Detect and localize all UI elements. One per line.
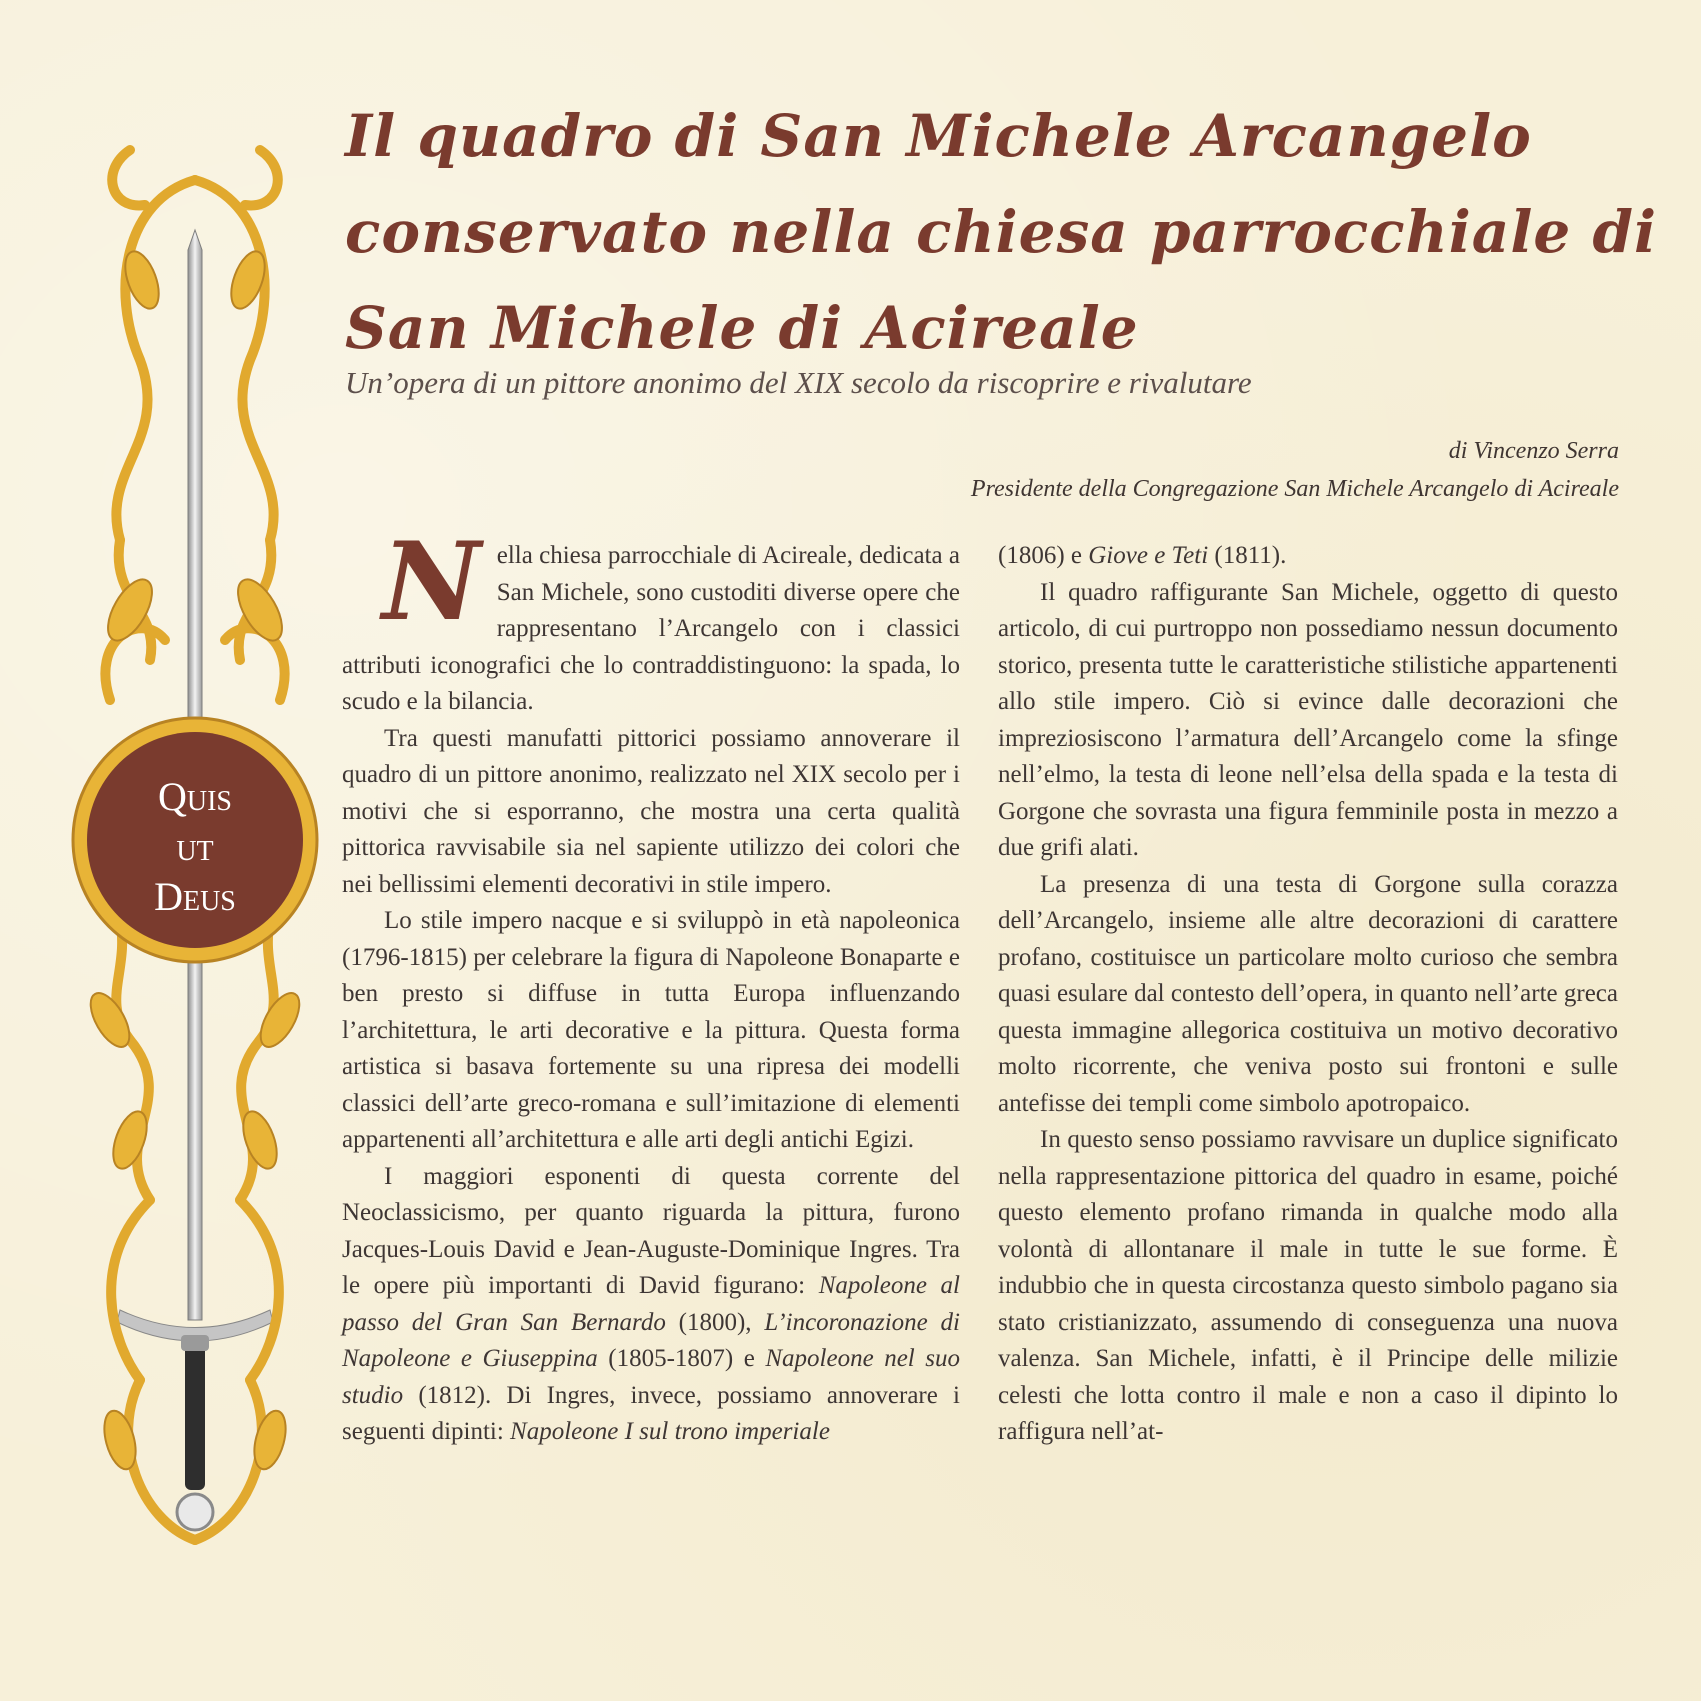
paragraph-4: I maggiori esponenti di questa corrente del Neoclassicismo, per quanto riguarda la pittura, furono Jacques-Louis David e Jean-Auguste-Dominique Ingres. Tra le opere più importanti di David figurano: Napoleone al passo del Gran San Bernardo (1800), L’incoronazione di Napoleone e Giuseppina (1805-1807) e Napoleone nel suo studio (1812). Di Ingres, invece, possiamo annoverare i seguenti dipinti: Napoleone I sul trono imperiale	[342, 1162, 960, 1445]
title-line-2: conservato nella chiesa parrocchiale di	[345, 198, 1658, 266]
motto-line-1: Quis	[157, 774, 233, 819]
drop-cap: N	[382, 519, 481, 645]
motto-line-3: Deus	[154, 874, 236, 919]
paragraph-3: Lo stile impero nacque e si sviluppò in età napoleonica (1796-1815) per celebrare la figura di Napoleone Bonaparte e ben presto si diffuse in tutta Europa influenzando l’architettura, le arti decorative e la pittura. Questa forma artistica si basava fortemente su una ripresa dei modelli classici dell’arte greco-romana e sull’imitazione di elementi appartenenti all’architettura e alle arti degli antichi Egizi.	[342, 907, 960, 1153]
paragraph-1	[342, 519, 960, 721]
work-title: Napoleone nel suo studio	[342, 1345, 960, 1409]
column-left	[342, 519, 960, 1451]
work-title: Napoleone I sul trono imperiale	[510, 1418, 830, 1445]
column-right	[998, 538, 1618, 1451]
paragraph-8: In questo senso possiamo ravvisare un duplice significato nella rappresentazione pittorica del quadro in esame, poiché questo elemento profano rimanda in qualche modo alla volontà di allontanare il male in tutte le sue forme. È indubbio che in questa circostanza questo simbolo pagano sia stato cristianizzato, assumendo di conseguenza una nuova valenza. San Michele, infatti, è il Principe delle milizie celesti che lotta contro il male e non a caso il dipinto lo raffigura nell’at-	[998, 1126, 1618, 1445]
work-title: L’incoronazione di Napoleone e Giuseppina	[342, 1308, 960, 1372]
sword-grip	[185, 1340, 205, 1490]
work-title: Napoleone al passo del Gran San Bernardo	[342, 1272, 960, 1336]
paragraph-6: Il quadro raffigurante San Michele, oggetto di questo articolo, di cui purtroppo non possediamo nessun documento storico, presenta tutte le caratteristiche stilistiche appartenenti allo stile impero. Ciò si evince dalle decorazioni che impreziosiscono l’armatura dell’Arcangelo come la sfinge nell’elmo, la testa di leone nell’elsa della spada e la testa di Gorgone che sovrasta una figura femminile posta in mezzo a due grifi alati.	[998, 578, 1618, 861]
paragraph-5: (1806) e Giove e Teti (1811).	[998, 542, 1287, 569]
paragraph-1-text: ella chiesa parrocchiale di Acireale, dedicata a San Michele, sono custoditi diverse opere che rappresentano l’Arcangelo con i classici attributi iconografici che lo contraddistinguono: la spada, lo scudo e la bilancia.	[342, 542, 960, 715]
article-subtitle: Un’opera di un pittore anonimo del XIX secolo da riscoprire e rivalutare	[345, 365, 1252, 400]
sword-pommel	[177, 1494, 213, 1530]
paragraph-2: Tra questi manufatti pittorici possiamo annoverare il quadro di un pittore anonimo, realizzato nel XIX secolo per i motivi che si esporranno, che mostra una certa qualità pittorica ravvisabile sia nel sapiente utilizzo dei colori che nei bellissimi elementi decorativi in stile impero.	[342, 724, 960, 898]
title-line-3: San Michele di Acireale	[345, 294, 1139, 362]
author-name: di Vincenzo Serra	[1448, 438, 1619, 464]
author-role: Presidente della Congregazione San Michele Arcangelo di Acireale	[970, 476, 1619, 502]
byline	[971, 432, 1619, 508]
article-title	[345, 88, 1665, 376]
paragraph-7: La presenza di una testa di Gorgone sulla corazza dell’Arcangelo, insieme alle altre decorazioni di carattere profano, costituisce un particolare molto curioso che sembra quasi esulare dal contesto dell’opera, in quanto nell’arte greca questa immagine allegorica costituiva un motivo decorativo molto ricorrente, che veniva posto sui frontoni e sulle antefisse dei templi come simbolo apotropaico.	[998, 870, 1618, 1117]
motto-line-2: ut	[176, 824, 214, 869]
work-title: Giove e Teti	[1088, 542, 1209, 569]
sword-ornament	[70, 140, 320, 1580]
title-line-1: Il quadro di San Michele Arcangelo	[345, 102, 1532, 170]
